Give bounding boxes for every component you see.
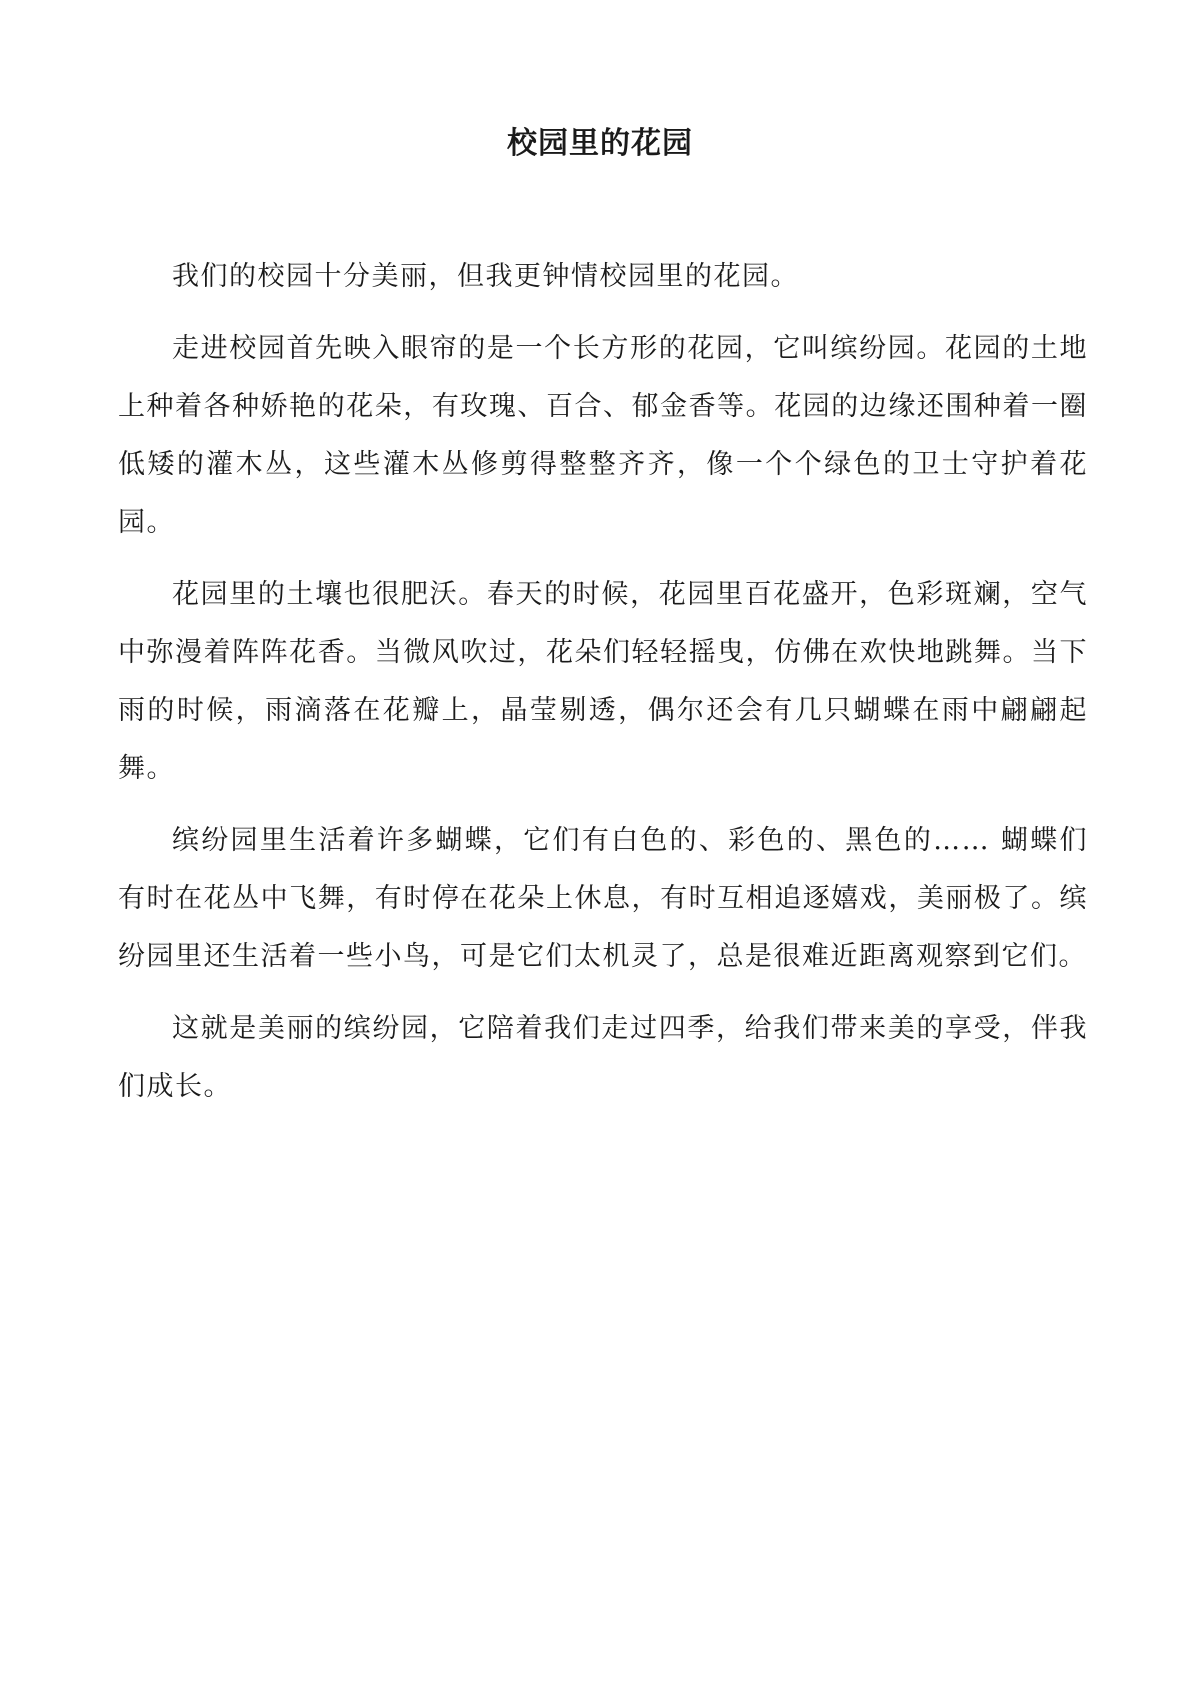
paragraph-4: 缤纷园里生活着许多蝴蝶，它们有白色的、彩色的、黑色的…… 蝴蝶们有时在花丛中飞舞，有时停在花朵上休息，有时互相追逐嬉戏，美丽极了。缤纷园里还生活着一些小鸟，可是它们太机灵了，总是很难近距离观察到它们。 <box>118 825 1088 972</box>
paragraph-1: 我们的校园十分美丽，但我更钟情校园里的花园。 <box>172 261 799 292</box>
essay-body <box>118 248 1088 1130</box>
essay-title: 校园里的花园 <box>507 126 693 161</box>
paragraph-2: 走进校园首先映入眼帘的是一个长方形的花园，它叫缤纷园。花园的土地上种着各种娇艳的花朵，有玫瑰、百合、郁金香等。花园的边缘还围种着一圈低矮的灌木丛，这些灌木丛修剪得整整齐齐，像一个个绿色的卫士守护着花园。 <box>118 333 1088 538</box>
paragraph-5: 这就是美丽的缤纷园，它陪着我们走过四季，给我们带来美的享受，伴我们成长。 <box>118 1013 1088 1102</box>
paragraph-3: 花园里的土壤也很肥沃。春天的时候，花园里百花盛开，色彩斑斓，空气中弥漫着阵阵花香。当微风吹过，花朵们轻轻摇曳，仿佛在欢快地跳舞。当下雨的时候，雨滴落在花瓣上，晶莹剔透，偶尔还会有几只蝴蝶在雨中翩翩起舞。 <box>118 579 1088 784</box>
